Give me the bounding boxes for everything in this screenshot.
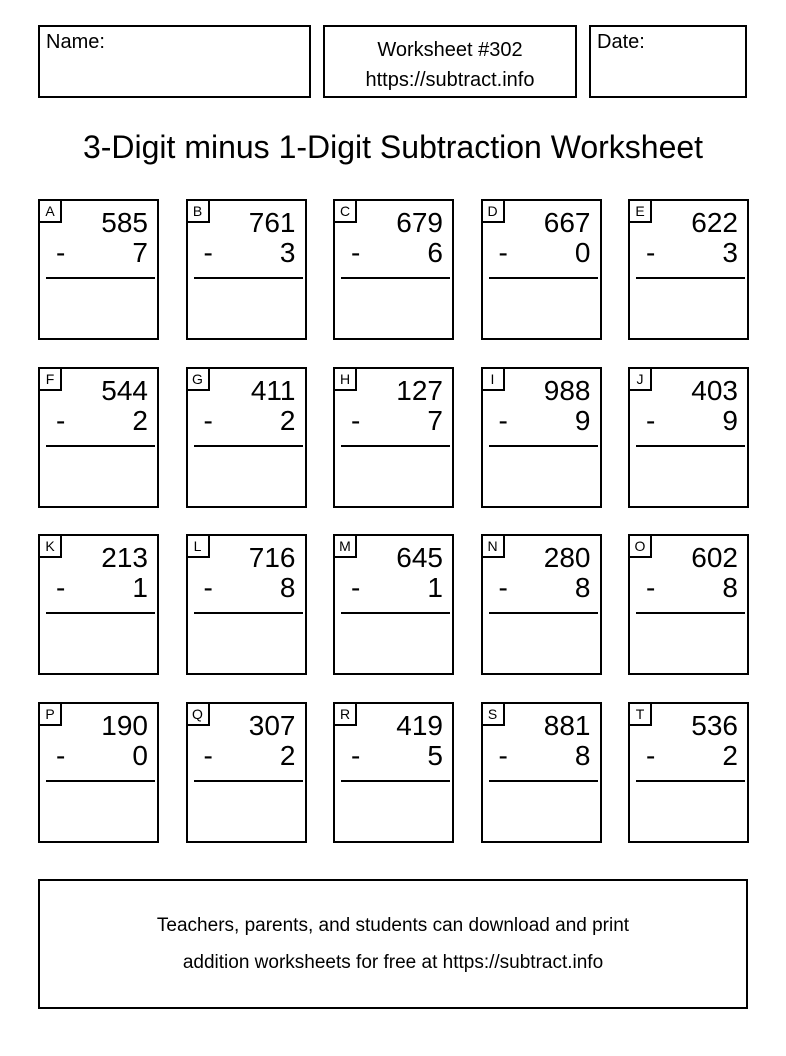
problem-card [628, 199, 749, 340]
answer-space [40, 782, 157, 826]
answer-space [188, 782, 305, 826]
problem-letter: R [339, 705, 351, 722]
answer-space [40, 279, 157, 323]
subtrahend: 0 [132, 739, 148, 771]
problem-letter: Q [192, 705, 203, 722]
problem-letter: D [487, 203, 498, 219]
problem-card [333, 199, 454, 340]
minuend: 679 [396, 207, 443, 238]
problem-letter: A [45, 203, 55, 219]
problem-letter: O [634, 538, 646, 554]
minus-operator: - [56, 404, 66, 436]
answer-space [40, 447, 157, 491]
problem-label-box [483, 201, 505, 223]
minuend: 602 [691, 542, 738, 573]
subtraction-row [335, 574, 452, 602]
minuend: 536 [691, 709, 738, 741]
minus-operator: - [646, 572, 656, 603]
answer-space [188, 447, 305, 491]
problem-card [38, 367, 159, 508]
problem-label-box [483, 536, 505, 558]
footer-line-1: Teachers, parents, and students can download and print [156, 915, 630, 936]
subtrahend: 8 [279, 572, 296, 603]
problem-label-box [40, 536, 62, 558]
minuend: 307 [248, 709, 296, 741]
problems-grid [38, 199, 749, 843]
problem-letter: L [193, 538, 202, 554]
subtraction-row [483, 574, 600, 602]
problem-label-box [335, 536, 357, 558]
subtrahend: 9 [574, 404, 591, 436]
problem-letter: H [339, 370, 351, 387]
answer-space [483, 447, 600, 491]
answer-space [483, 279, 600, 323]
answer-space [335, 447, 452, 491]
minus-operator: - [56, 572, 66, 603]
subtraction-row [40, 239, 157, 267]
footer-box [38, 879, 748, 1009]
minus-operator: - [203, 237, 213, 268]
minuend: 280 [543, 542, 591, 573]
answer-space [335, 614, 452, 658]
problem-label-box [630, 201, 652, 223]
subtrahend: 3 [279, 237, 296, 268]
problem-label-box [40, 201, 62, 223]
problem-letter: F [45, 370, 55, 387]
name-label: Name: [46, 31, 105, 53]
problem-label-box [188, 536, 210, 558]
minus-operator: - [203, 572, 213, 603]
minus-operator: - [351, 739, 361, 771]
problem-card [333, 367, 454, 508]
problem-label-box [188, 201, 210, 223]
problem-letter: G [192, 370, 203, 387]
subtrahend: 6 [427, 237, 443, 268]
minus-operator: - [203, 404, 213, 436]
subtrahend: 2 [722, 739, 738, 771]
problem-card [333, 534, 454, 675]
problem-label-box [335, 201, 357, 223]
answer-space [335, 279, 452, 323]
problem-letter: M [339, 538, 351, 554]
problem-card [38, 199, 159, 340]
problem-letter: P [45, 705, 55, 722]
problem-card [628, 702, 749, 843]
subtraction-row [40, 739, 157, 771]
footer-line-2: addition worksheets for free at https://subtract.info [182, 952, 604, 973]
minuend: 585 [101, 207, 148, 238]
answer-space [483, 782, 600, 826]
problem-card [186, 534, 307, 675]
subtraction-row [630, 239, 747, 267]
problem-label-box [188, 704, 210, 726]
minuend: 645 [396, 542, 443, 573]
minus-operator: - [203, 739, 213, 771]
problem-letter: K [45, 538, 55, 554]
minus-operator: - [646, 404, 656, 436]
subtrahend: 8 [722, 572, 738, 603]
problem-card [38, 702, 159, 843]
minuend: 419 [396, 709, 443, 741]
problem-letter: E [635, 203, 645, 219]
answer-space [630, 614, 747, 658]
problem-label-box [335, 704, 357, 726]
subtrahend: 8 [574, 739, 591, 771]
problem-label-box [483, 704, 505, 726]
problem-card [38, 534, 159, 675]
answer-space [630, 447, 747, 491]
subtraction-row [188, 404, 305, 436]
name-box [38, 25, 311, 98]
subtraction-row [335, 239, 452, 267]
problem-label-box [630, 704, 652, 726]
minuend: 403 [691, 374, 738, 406]
subtrahend: 5 [427, 739, 443, 771]
answer-space [40, 614, 157, 658]
minuend: 716 [248, 542, 296, 573]
problem-card [628, 367, 749, 508]
minuend: 988 [543, 374, 591, 406]
problem-card [481, 702, 602, 843]
problem-card [186, 199, 307, 340]
worksheet-info-box [323, 25, 577, 98]
answer-space [188, 614, 305, 658]
problem-card [186, 367, 307, 508]
answer-space [630, 279, 747, 323]
minuend: 411 [250, 374, 296, 406]
problem-letter: I [490, 370, 495, 387]
minus-operator: - [56, 739, 66, 771]
minus-operator: - [351, 404, 361, 436]
problem-letter: C [339, 203, 351, 219]
problem-letter: J [636, 370, 644, 387]
subtrahend: 1 [132, 572, 148, 603]
minuend: 544 [101, 374, 148, 406]
problem-letter: T [635, 705, 645, 722]
minuend: 213 [101, 542, 148, 573]
problem-label-box [40, 369, 62, 391]
subtrahend: 2 [279, 739, 296, 771]
page-title: 3-Digit minus 1-Digit Subtraction Worksheet [82, 129, 704, 165]
problem-label-box [483, 369, 505, 391]
subtraction-row [630, 739, 747, 771]
subtraction-row [630, 574, 747, 602]
minuend: 622 [691, 207, 738, 238]
problem-letter: N [487, 538, 498, 554]
problem-label-box [630, 369, 652, 391]
subtrahend: 9 [722, 404, 738, 436]
minus-operator: - [498, 404, 508, 436]
answer-space [483, 614, 600, 658]
problem-letter: B [192, 203, 203, 219]
subtrahend: 2 [279, 404, 296, 436]
subtraction-row [188, 739, 305, 771]
subtrahend: 8 [574, 572, 591, 603]
subtraction-row [483, 739, 600, 771]
problem-card [628, 534, 749, 675]
problem-card [481, 199, 602, 340]
minuend: 190 [101, 709, 148, 741]
minuend: 127 [396, 374, 443, 406]
subtraction-row [40, 404, 157, 436]
subtrahend: 2 [132, 404, 148, 436]
subtrahend: 0 [574, 237, 591, 268]
subtraction-row [483, 404, 600, 436]
worksheet-number: Worksheet #302 [377, 39, 523, 61]
subtrahend: 1 [427, 572, 443, 603]
problem-card [186, 702, 307, 843]
minuend: 761 [248, 207, 296, 238]
minuend: 667 [543, 207, 591, 238]
problem-letter: S [487, 705, 498, 722]
subtraction-row [40, 574, 157, 602]
minus-operator: - [351, 237, 361, 268]
subtraction-row [188, 239, 305, 267]
answer-space [188, 279, 305, 323]
subtrahend: 7 [132, 237, 148, 268]
subtrahend: 7 [427, 404, 443, 436]
minus-operator: - [646, 739, 656, 771]
subtrahend: 3 [722, 237, 738, 268]
answer-space [335, 782, 452, 826]
minuend: 881 [543, 709, 591, 741]
minus-operator: - [351, 572, 361, 603]
header [38, 25, 747, 98]
subtraction-row [335, 739, 452, 771]
date-box [589, 25, 747, 98]
problem-card [481, 367, 602, 508]
problem-card [481, 534, 602, 675]
problem-label-box [40, 704, 62, 726]
subtraction-row [630, 404, 747, 436]
subtraction-row [188, 574, 305, 602]
date-label: Date: [597, 31, 645, 53]
subtraction-row [335, 404, 452, 436]
problem-card [333, 702, 454, 843]
minus-operator: - [498, 572, 508, 603]
minus-operator: - [646, 237, 656, 268]
subtraction-row [483, 239, 600, 267]
problem-label-box [630, 536, 652, 558]
minus-operator: - [498, 739, 508, 771]
minus-operator: - [56, 237, 66, 268]
worksheet-url: https://subtract.info [365, 69, 535, 91]
answer-space [630, 782, 747, 826]
minus-operator: - [498, 237, 508, 268]
problem-label-box [335, 369, 357, 391]
problem-label-box [188, 369, 210, 391]
